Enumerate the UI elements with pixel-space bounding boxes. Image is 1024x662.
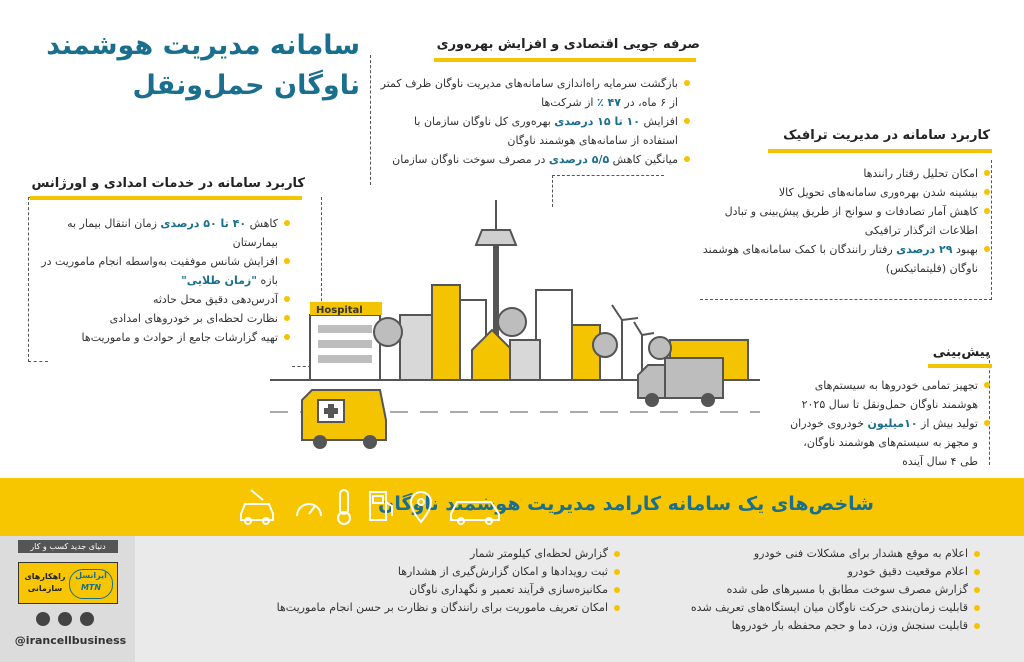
hospital-sign: Hospital [316, 305, 363, 316]
fuel-icon [370, 492, 392, 520]
brand-logo [18, 562, 118, 604]
linkedin-icon[interactable] [58, 612, 72, 626]
title-line-2: ناوگان حمل‌ونقل [132, 70, 360, 101]
features-left-list [240, 545, 620, 617]
list-item: افزایش ۱۰ تا ۱۵ درصدی بهره‌وری کل ناوگان سازمان با استفاده از سامانه‌های هوشمند ناوگان [380, 112, 690, 150]
list-item: گزارش مصرف سوخت مطابق با مسیرهای طی شده [620, 581, 980, 599]
list-item: امکان تحلیل رفتار رانندها [690, 164, 990, 183]
city-illustration [260, 190, 770, 450]
band-title: شاخص‌های یک سامانه کارامد مدیریت هوشمند ناوگان [378, 493, 874, 515]
forecast-title: پیش‌بینی [932, 345, 990, 360]
list-item: بازگشت سرمایه راه‌اندازی سامانه‌های مدیریت ناوگان ظرف کمتر از ۶ ماه، در ۴۷ ٪ از شرکت‌ها [380, 74, 690, 112]
list-item: مکانیزه‌سازی فرآیند تعمیر و نگهداری ناوگان [240, 581, 620, 599]
list-item: افزایش شانس موفقیت به‌واسطه انجام ماموریت در بازه "زمان طلایی" [40, 252, 290, 290]
list-item: بهبود ۲۹ درصدی رفتار رانندگان با کمک سامانه‌های هوشمند ناوگان (فلیتماتیکس) [690, 240, 990, 278]
mtn-text: MTN [80, 583, 102, 592]
list-item: تجهیز تمامی خودروها به سیستم‌های هوشمند ناوگان حمل‌ونقل تا سال ۲۰۲۵ [790, 376, 990, 414]
emergency-list [40, 214, 290, 347]
speedometer-icon [297, 504, 321, 516]
economy-title: صرفه جویی اقتصادی و افزایش بهره‌وری [436, 37, 700, 52]
list-item: آدرس‌دهی دقیق محل حادثه [40, 290, 290, 309]
list-item: قابلیت سنجش وزن، دما و حجم محفظه بار خودروها [620, 617, 980, 635]
irancell-text: ایرانسل [75, 571, 107, 580]
list-item: کاهش ۴۰ تا ۵۰ درصدی زمان انتقال بیمار به بیمارستان [40, 214, 290, 252]
features-right-list [620, 545, 980, 635]
list-item: اعلام موقعیت دقیق خودرو [620, 563, 980, 581]
irancell-logo [69, 569, 113, 599]
brand-tag [18, 540, 118, 553]
list-item: امکان تعریف ماموریت برای رانندگان و نظارت بر حسن انجام ماموریت‌ها [240, 599, 620, 617]
map-pin-icon [411, 492, 431, 522]
solutions-text: راهکارهای سازمانی [24, 572, 66, 593]
car-icon [451, 502, 499, 524]
list-item: بیشینه شدن بهره‌وری سامانه‌های تحویل کالا [690, 183, 990, 202]
economy-underline [434, 58, 696, 62]
traffic-title: کاربرد سامانه در مدیریت ترافیک [783, 128, 990, 143]
emergency-title: کاربرد سامانه در خدمات امدادی و اورژانس [31, 176, 305, 191]
instagram-icon[interactable] [36, 612, 50, 626]
social-icons [36, 612, 106, 628]
list-item: کاهش آمار تصادفات و سوانح از طریق پیش‌بینی و تبادل اطلاعات اثرگذار ترافیکی [690, 202, 990, 240]
list-item: گزارش لحظه‌ای کیلومتر شمار [240, 545, 620, 563]
economy-list [380, 74, 690, 169]
list-item: قابلیت زمان‌بندی حرکت ناوگان میان ایستگاه‌های تعریف شده [620, 599, 980, 617]
brand-tag-text: دنیای جدید کسب و کار [30, 542, 106, 551]
band-icons [235, 484, 515, 528]
list-item: میانگین کاهش ۵/۵ درصدی در مصرف سوخت ناوگان سازمان [380, 150, 690, 169]
forecast-list [790, 376, 990, 471]
page-title [30, 26, 360, 106]
brand-handle[interactable]: @irancellbusiness [14, 634, 127, 647]
delivery-truck [638, 358, 723, 407]
traffic-underline [768, 149, 992, 153]
list-item: ثبت رویدادها و امکان گزارش‌گیری از هشدارها [240, 563, 620, 581]
list-item: اعلام به موقع هشدار برای مشکلات فنی خودرو [620, 545, 980, 563]
list-item: تولید بیش از ۱۰میلیون خودروی خودران و مجهز به سیستم‌های هوشمند ناوگان، طی ۴ سال آینده [790, 414, 990, 471]
thermometer-icon [338, 490, 350, 524]
ambulance [302, 390, 386, 449]
telegram-icon[interactable] [80, 612, 94, 626]
car-repair-icon [241, 490, 273, 524]
list-item: نظارت لحظه‌ای بر خودروهای امدادی [40, 309, 290, 328]
list-item: تهیه گزارشات جامع از حوادث و ماموریت‌ها [40, 328, 290, 347]
title-line-1: سامانه مدیریت هوشمند [46, 30, 360, 61]
forecast-underline [928, 364, 992, 368]
